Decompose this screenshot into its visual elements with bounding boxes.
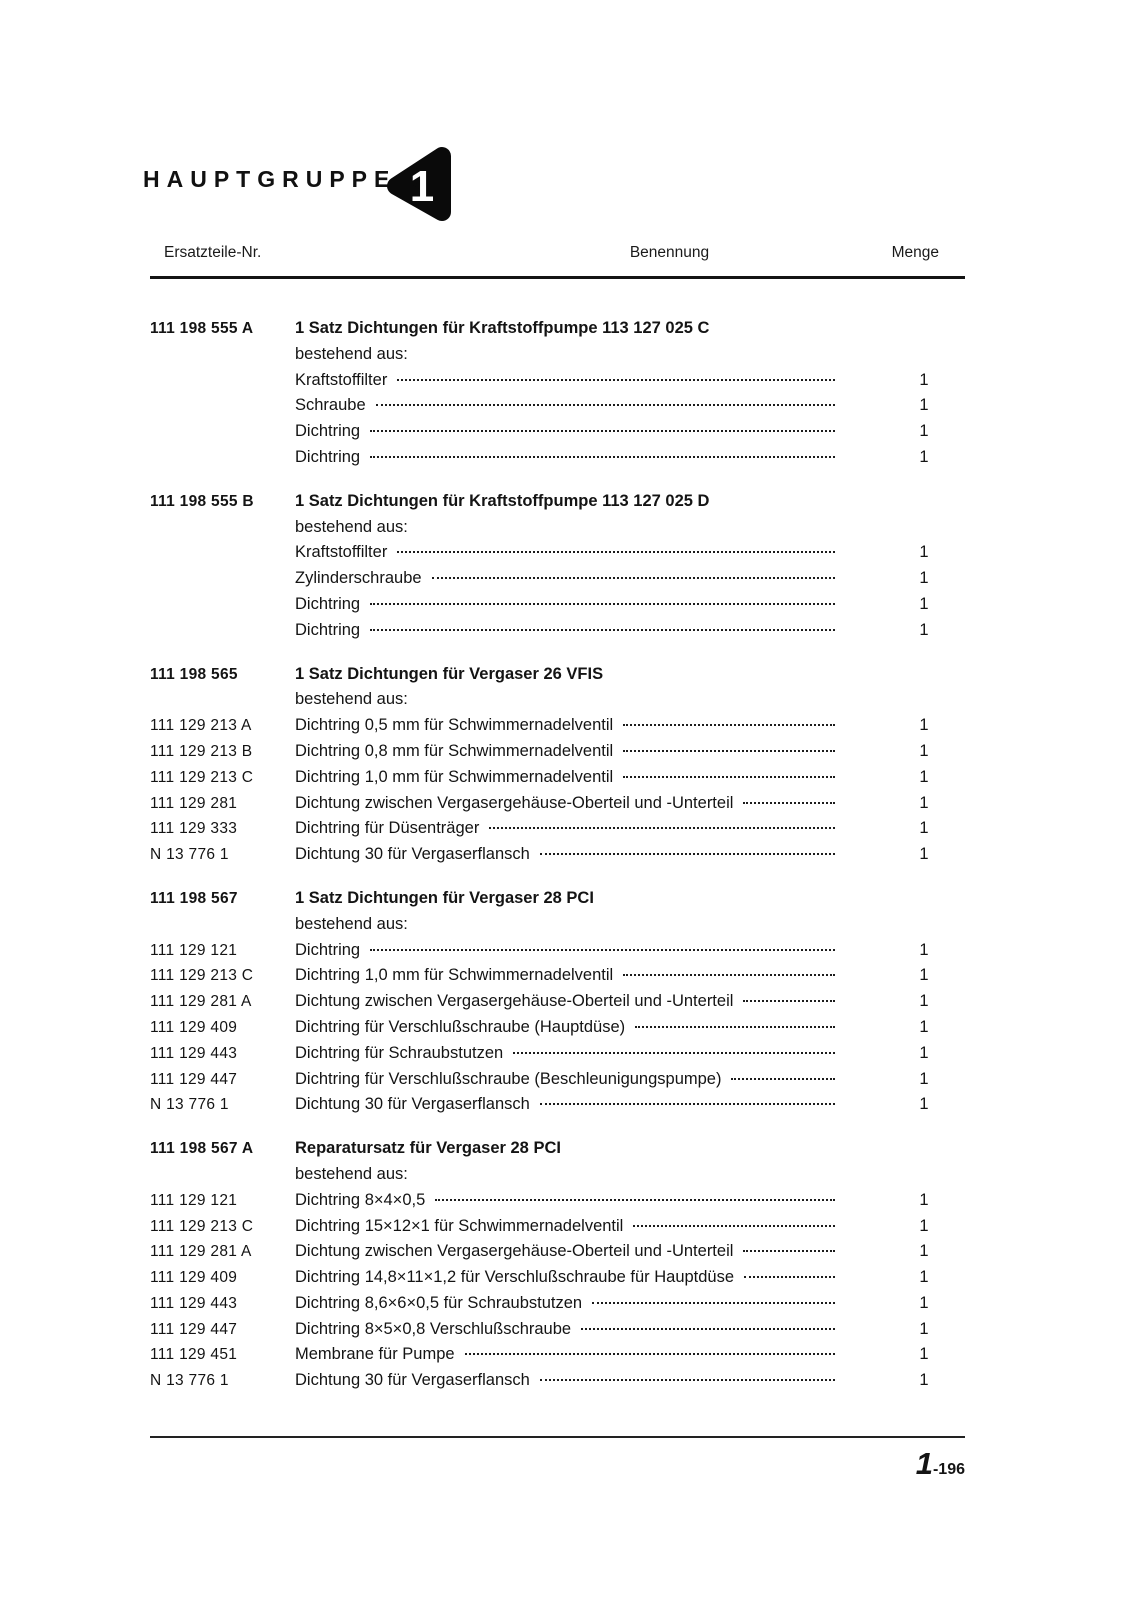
item-quantity: 1 [919,966,929,985]
dot-leader [540,1379,835,1381]
group-subtitle-row [150,518,965,544]
item-quantity: 1 [919,992,929,1011]
item-row [150,621,965,647]
item-name: Dichtring [295,422,361,441]
item-name-cell [295,1018,883,1037]
item-name-cell [295,1294,883,1313]
dot-leader [540,1103,835,1105]
item-quantity: 1 [919,1095,929,1114]
item-quantity: 1 [919,543,929,562]
item-row [150,1268,965,1294]
item-part-number: 111 129 281 A [150,1243,252,1261]
item-name: Dichtring [295,447,361,466]
dot-leader [731,1078,835,1080]
dot-leader [465,1353,835,1355]
dot-leader [743,1250,835,1252]
item-part-number: 111 129 213 B [150,742,253,760]
item-part-number: 111 129 409 [150,1018,238,1036]
item-name: Dichtring 1,0 mm für Schwimmernadelventil [295,767,614,786]
item-name: Dichtring 8×5×0,8 Verschlußschraube [295,1319,572,1338]
dot-leader [397,379,835,381]
item-name: Schraube [295,396,366,415]
item-part-number: 111 129 121 [150,941,238,959]
item-row [150,448,965,474]
dot-leader [370,629,835,631]
item-quantity: 1 [919,845,929,864]
dot-leader [623,776,835,778]
item-name: Dichtung 30 für Vergaserflansch [295,845,530,864]
item-part-number: 111 129 281 A [150,993,252,1011]
item-row [150,794,965,820]
item-name: Dichtring [295,620,361,639]
group-items [150,941,965,1122]
item-row [150,1345,965,1371]
group-subtitle: bestehend aus: [295,690,408,709]
badge-number: 1 [409,162,435,211]
item-name: Dichtring für Düsenträger [295,819,480,838]
footer-rule [150,1436,965,1438]
item-name-cell [295,543,883,562]
part-group [150,492,965,647]
item-row [150,371,965,397]
dot-leader [397,551,835,553]
item-name: Kraftstoffilter [295,543,388,562]
item-name: Dichtung zwischen Vergasergehäuse-Oberteil und -Unterteil [295,1242,734,1261]
item-part-number: 111 129 443 [150,1044,238,1062]
item-name-cell [295,966,883,985]
group-part-number: 111 198 565 [150,665,238,683]
group-items [150,1191,965,1397]
item-name-cell [295,845,883,864]
item-part-number: 111 129 447 [150,1070,238,1088]
dot-leader [370,456,835,458]
item-row [150,845,965,871]
item-quantity: 1 [919,819,929,838]
item-name: Dichtring 0,5 mm für Schwimmernadelventil [295,716,614,735]
item-part-number: N 13 776 1 [150,846,229,864]
item-part-number: 111 129 213 C [150,967,254,985]
page-number-group: 1 [915,1446,933,1481]
group-title: 1 Satz Dichtungen für Vergaser 28 PCI [295,888,594,907]
dot-leader [623,724,835,726]
group-part-number: 111 198 555 A [150,320,254,337]
item-name-cell [295,371,883,390]
dot-leader [743,1000,835,1002]
dot-leader [592,1302,835,1304]
item-row [150,992,965,1018]
item-part-number: N 13 776 1 [150,1096,229,1114]
item-name: Dichtung 30 für Vergaserflansch [295,1371,530,1390]
group-subtitle: bestehend aus: [295,517,408,536]
dot-leader [623,750,835,752]
group-items [150,371,965,474]
item-name: Dichtring 14,8×11×1,2 für Verschlußschraube für Hauptdüse [295,1268,735,1287]
item-name: Dichtring 15×12×1 für Schwimmernadelventil [295,1216,624,1235]
item-part-number: 111 129 213 C [150,768,254,786]
item-name-cell [295,1070,883,1089]
item-name-cell [295,1095,883,1114]
item-name: Dichtring für Schraubstutzen [295,1043,504,1062]
item-name: Dichtung 30 für Vergaserflansch [295,1095,530,1114]
item-quantity: 1 [919,1319,929,1338]
item-part-number: 111 129 281 [150,794,238,812]
item-name-cell [295,1268,883,1287]
item-name: Dichtring 0,8 mm für Schwimmernadelventil [295,741,614,760]
item-row [150,1044,965,1070]
dot-leader [489,827,835,829]
item-name-cell [295,1217,883,1236]
item-quantity: 1 [919,447,929,466]
column-header-quantity: Menge [891,244,939,261]
group-header-row [150,492,965,518]
item-row [150,1371,965,1397]
group-header-row [150,319,965,345]
group-header-row [150,665,965,691]
dot-leader [370,603,835,605]
item-row [150,768,965,794]
item-quantity: 1 [919,1190,929,1209]
item-quantity: 1 [919,1216,929,1235]
item-quantity: 1 [919,620,929,639]
item-name-cell [295,716,883,735]
item-row [150,1018,965,1044]
group-title: Reparatursatz für Vergaser 28 PCI [295,1139,561,1158]
item-row [150,595,965,621]
item-quantity: 1 [919,1293,929,1312]
part-group [150,1139,965,1397]
dot-leader [376,404,835,406]
item-name: Dichtring für Verschlußschraube (Hauptdüse) [295,1017,626,1036]
group-subtitle: bestehend aus: [295,914,408,933]
group-items [150,716,965,871]
item-name: Kraftstoffilter [295,370,388,389]
item-name-cell [295,742,883,761]
item-quantity: 1 [919,594,929,613]
item-quantity: 1 [919,716,929,735]
item-row [150,396,965,422]
column-header-part-number: Ersatzteile-Nr. [164,244,262,261]
item-name: Dichtring [295,594,361,613]
group-header-row [150,1139,965,1165]
item-name-cell [295,1044,883,1063]
item-name: Dichtring 1,0 mm für Schwimmernadelventil [295,966,614,985]
item-name-cell [295,448,883,467]
page-number [916,1446,965,1482]
item-name-cell [295,1345,883,1364]
item-part-number: 111 129 409 [150,1269,238,1287]
item-row [150,1191,965,1217]
dot-leader [743,802,835,804]
item-name-cell [295,396,883,415]
item-row [150,1320,965,1346]
part-group [150,665,965,871]
item-row [150,966,965,992]
main-group-badge [382,146,458,226]
item-name-cell [295,768,883,787]
dot-leader [581,1328,835,1330]
item-name: Dichtring [295,940,361,959]
item-quantity: 1 [919,1242,929,1261]
table-column-headers [150,244,965,262]
group-part-number: 111 198 567 [150,889,238,907]
page-title: HAUPTGRUPPE [143,166,397,192]
item-name-cell [295,1371,883,1390]
item-part-number: 111 129 333 [150,820,238,838]
group-subtitle: bestehend aus: [295,1164,408,1183]
header-rule [150,276,965,279]
column-header-name: Benennung [629,244,710,261]
item-row [150,422,965,448]
item-name: Membrane für Pumpe [295,1345,455,1364]
item-part-number: 111 129 447 [150,1320,238,1338]
item-name-cell [295,1242,883,1261]
item-row [150,1070,965,1096]
item-name: Dichtung zwischen Vergasergehäuse-Oberteil und -Unterteil [295,793,734,812]
dot-leader [370,949,835,951]
item-name: Dichtring für Verschlußschraube (Beschleunigungspumpe) [295,1069,722,1088]
item-name-cell [295,941,883,960]
item-row [150,1294,965,1320]
group-subtitle: bestehend aus: [295,344,408,363]
item-name-cell [295,1320,883,1339]
group-part-number: 111 198 567 A [150,1140,254,1158]
group-title: 1 Satz Dichtungen für Kraftstoffpumpe 113 127 025 C [295,319,710,337]
item-part-number: 111 129 121 [150,1191,238,1209]
item-quantity: 1 [919,1345,929,1364]
parts-list [150,319,965,1415]
item-name: Zylinderschraube [295,569,422,588]
item-quantity: 1 [919,1017,929,1036]
item-quantity: 1 [919,940,929,959]
item-part-number: 111 129 213 A [150,717,252,735]
item-part-number: 111 129 213 C [150,1217,254,1235]
group-header-row [150,889,965,915]
group-title: 1 Satz Dichtungen für Vergaser 26 VFIS [295,664,604,683]
item-name-cell [295,595,883,614]
item-quantity: 1 [919,370,929,389]
group-subtitle-row [150,915,965,941]
dot-leader [635,1026,835,1028]
item-row [150,742,965,768]
part-group [150,889,965,1121]
item-row [150,941,965,967]
item-quantity: 1 [919,422,929,441]
item-name: Dichtring 8×4×0,5 [295,1190,426,1209]
item-quantity: 1 [919,1043,929,1062]
item-name: Dichtung zwischen Vergasergehäuse-Oberteil und -Unterteil [295,992,734,1011]
item-row [150,543,965,569]
item-part-number: 111 129 443 [150,1294,238,1312]
item-row [150,1242,965,1268]
item-row [150,1217,965,1243]
item-part-number: N 13 776 1 [150,1372,229,1390]
item-row [150,716,965,742]
group-part-number: 111 198 555 B [150,492,254,510]
dot-leader [540,853,835,855]
item-name-cell [295,794,883,813]
triangle-badge-icon [382,146,458,226]
item-quantity: 1 [919,396,929,415]
dot-leader [744,1276,835,1278]
dot-leader [432,577,835,579]
item-name-cell [295,819,883,838]
dot-leader [623,974,835,976]
item-row [150,819,965,845]
item-name-cell [295,621,883,640]
group-subtitle-row [150,345,965,371]
item-part-number: 111 129 451 [150,1346,238,1364]
part-group [150,319,965,474]
dot-leader [633,1225,835,1227]
item-quantity: 1 [919,1268,929,1287]
item-name-cell [295,422,883,441]
item-quantity: 1 [919,569,929,588]
item-name: Dichtring 8,6×6×0,5 für Schraubstutzen [295,1293,583,1312]
item-quantity: 1 [919,767,929,786]
group-title: 1 Satz Dichtungen für Kraftstoffpumpe 113 127 025 D [295,491,710,510]
group-subtitle-row [150,1165,965,1191]
item-name-cell [295,1191,883,1210]
item-quantity: 1 [919,1069,929,1088]
item-name-cell [295,569,883,588]
dot-leader [370,430,835,432]
dot-leader [435,1199,835,1201]
group-subtitle-row [150,690,965,716]
item-row [150,569,965,595]
item-name-cell [295,992,883,1011]
item-quantity: 1 [919,1371,929,1390]
item-row [150,1095,965,1121]
group-items [150,543,965,646]
dot-leader [513,1052,835,1054]
item-quantity: 1 [919,741,929,760]
item-quantity: 1 [919,793,929,812]
page-number-page: -196 [932,1461,965,1478]
